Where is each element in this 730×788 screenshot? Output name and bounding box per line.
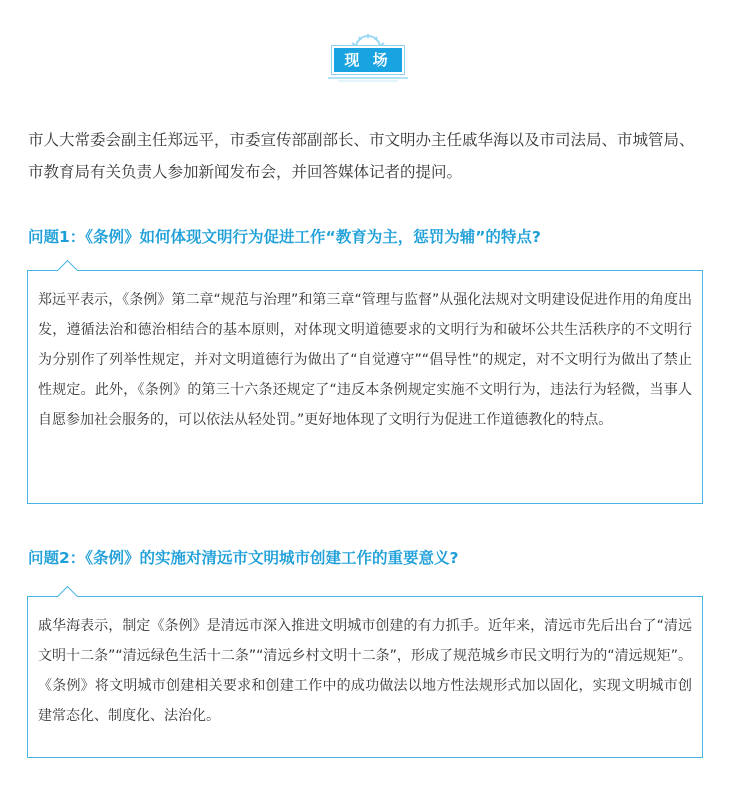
question-2-heading: 问题2：《条例》的实施对清远市文明城市创建工作的重要意义? — [28, 549, 459, 567]
question-1-heading: 问题1：《条例》如何体现文明行为促进工作“教育为主，惩罚为辅”的特点? — [28, 228, 541, 246]
section-badge: 现 场 — [332, 46, 404, 74]
callout-notch-icon — [57, 586, 78, 607]
answer-2-text: 戚华海表示，制定《条例》是清远市深入推进文明城市创建的有力抓手。近年来，清远市先后出台了“清远文明十二条”“清远绿色生活十二条”“清远乡村文明十二条”，形成了规范城乡市民文明行为的“清远规矩”。《条例》将文明城市创建相关要求和创建工作中的成功做法以地方性法规形式加以固化，实现文明城市创建常态化、制度化、法治化。 — [38, 618, 692, 724]
callout-notch-icon — [57, 260, 78, 281]
answer-1-text: 郑远平表示，《条例》第二章“规范与治理”和第三章“管理与监督”从强化法规对文明建设促进作用的角度出发，遵循法治和德治相结合的基本原则，对体现文明道德要求的文明行为和破坏公共生活秩序的不文明行为分别作了列举性规定，并对文明道德行为做出了“自觉遵守”“倡导性”的规定，对不文明行为做出了禁止性规定。此外，《条例》的第三十六条还规定了“违反本条例规定实施不文明行为，违法行为轻微，当事人自愿参加社会服务的，可以依法从轻处罚。”更好地体现了文明行为促进工作道德教化的特点。 — [38, 292, 692, 428]
section-header — [326, 34, 410, 82]
answer-2-box — [27, 596, 703, 758]
answer-1-box — [27, 270, 703, 504]
intro-paragraph: 市人大常委会副主任郑远平，市委宣传部副部长、市文明办主任戚华海以及市司法局、市城管局、市教育局有关负责人参加新闻发布会，并回答媒体记者的提问。 — [28, 131, 695, 181]
